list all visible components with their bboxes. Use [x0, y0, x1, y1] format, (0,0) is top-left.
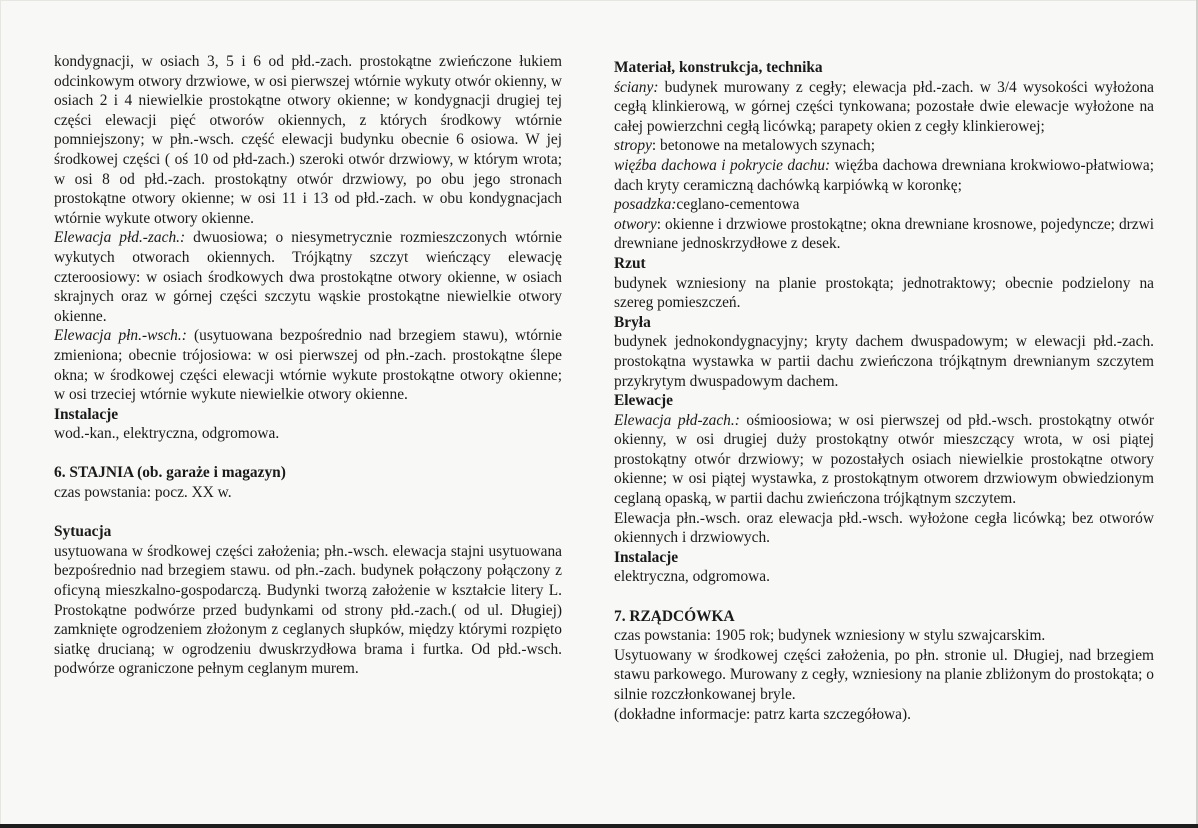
text-instalacje-right: elektryczna, odgromowa.: [614, 568, 770, 586]
paragraph-kondygnacji: kondygnacji, w osiach 3, 5 i 6 od płd.-zach. prostokątne zwieńczone łukiem odcinkowym otwory drzwiowe, w osi pierwszej wtórnie wykuty otwór okienny, w osiach 2 i 4 niewielkie prostokątne otwory okienne; w kondygnacji drugiej tej części elewacji pięć otworów okiennych, z których środkowy wtórnie pomniejszony; w płn.-wsch. część elewacji budynku obecnie 6 osiowa. W jej środkowej części ( oś 10 od płd-zach.) szeroki otwór drzwiowy, w którym wrota; w osi 8 od płd.-zach. prostokątny otwór drzwiowy, po obu jego stronach prostokątne otwory okienne; w osi 11 i 13 od płd.-zach. w obu kondygnacjach wtórnie wykute otwory okienne.: [54, 53, 562, 227]
text-elewacja-pln-wsch-right: Elewacja płn.-wsch. oraz elewacja płd.-wsch. wyłożone cegła licówką; bez otworów okiennych i drzwiowych.: [614, 509, 1154, 547]
text-sytuacja: usytuowana w środkowej części założenia; płn.-wsch. elewacja stajni usytuowana bezpośrednio nad brzegiem stawu. od płn.-zach. budynek połączony połączony z oficyną mieszkalno-gospodarczą. Budynki tworzą założenie w kształcie litery L. Prostokątne podwórze przed budynkami od strony płd.-zach.( od ul. Długiej) zamknięte ogrodzeniem złożonym z ceglanych słupków, między którymi rozpięto siatkę drucianą; w ogrodzeniu dwuskrzydłowa brama i furtka. Od płd.-wsch. podwórze ograniczone pełnym ceglanym murem.: [54, 542, 562, 678]
paragraph-elewacja-pld-zach-right: [614, 411, 1154, 509]
text-wiezba: więźba dachowa drewniana krokwiowo-płatwiowa; dach kryty ceramiczną dachówką karpiówką w koronkę;: [614, 156, 1154, 194]
paragraph-otwory: [614, 215, 1154, 254]
label-elewacja-pln-wsch: Elewacja płn.-wsch.:: [54, 327, 187, 345]
text-elewacja-pln-wsch: (usytuowana bezpośrednio nad brzegiem stawu), wtórnie zmieniona; obecnie trójosiowa: w osi pierwszej od płn.-zach. prostokątne ślepe okna; w środkowej części elewacji wtórnie wykute prostokątne otwory okienne; w osi trzeciej wtórnie wykute niewielkie otwory okienne.: [54, 327, 562, 404]
spacer: [54, 444, 562, 464]
label-elewacja-pld-zach-right: Elewacja płd-zach.:: [614, 411, 740, 429]
text-sciany: budynek murowany z cegły; elewacja płd.-zach. w 3/4 wysokości wyłożona cegłą klinkierową, w górnej części tynkowana; pozostałe dwie elewacje wyłożone na całej powierzchni cegłą licówką; parapety okien z cegły klinkierowej;: [614, 78, 1154, 135]
page-edge-bottom: [0, 824, 1198, 828]
text-rzadcowka-czas: czas powstania: 1905 rok; budynek wzniesiony w stylu szwajcarskim.: [614, 627, 1046, 645]
heading-elewacje: Elewacje: [614, 392, 673, 410]
heading-sytuacja: Sytuacja: [54, 523, 112, 541]
left-column: [54, 52, 562, 679]
text-rzadcowka-note: (dokładne informacje: patrz karta szczegółowa).: [614, 705, 911, 723]
paragraph-elewacja-pln-wsch: [54, 326, 562, 404]
label-otwory: otwory: [614, 215, 657, 233]
text-elewacja-pld-zach: dwuosiowa; o niesymetrycznie rozmieszczonych wtórnie wykutych otworach okiennych. Trójkątny szczyt wieńczący elewację czteroosiowy: w osiach środkowych dwa prostokątne otwory okienne, w osiach skrajnych oraz w górnej części szczytu wąskie prostokątne niewielkie otwory okienne.: [54, 229, 562, 325]
paragraph-posadzka: [614, 195, 1154, 215]
spacer: [614, 587, 1154, 607]
heading-instalacje: Instalacje: [54, 405, 119, 423]
text-stropy: : betonowe na metalowych szynach;: [651, 137, 875, 155]
label-posadzka: posadzka:: [614, 196, 677, 214]
text-otwory: : okienne i drzwiowe prostokątne; okna drewniane krosnowe, pojedyncze; drzwi drewniane jednoskrzydłowe z desek.: [614, 215, 1154, 253]
label-sciany: ściany:: [614, 78, 659, 96]
text-elewacja-pld-zach-right: ośmioosiowa; w osi pierwszej od płd.-wsch. prostokątny otwór okienny, w osi drugiej duży prostokątny otwór mieszczący wrota, w osi piątej prostokątny otwór drzwiowy; w pozostałych osiach niewielkie prostokątne otwory okienne; w osi piątej wystawka, z prostokątnym otworem drzwiowym obwiedzionym ceglaną opaską, w partii dachu zwieńczona trójkątnym szczytem.: [614, 411, 1154, 508]
right-column: [614, 58, 1154, 724]
paragraph-elewacja-pld-zach: [54, 228, 562, 326]
heading-rzut: Rzut: [614, 254, 646, 272]
text-posadzka: ceglano-cementowa: [676, 196, 800, 214]
heading-material: Materiał, konstrukcja, technika: [614, 59, 823, 76]
paragraph-wiezba: [614, 156, 1154, 195]
text-rzut: budynek wzniesiony na planie prostokąta; jednotraktowy; obecnie podzielony na szereg pomieszczeń.: [614, 274, 1154, 312]
heading-bryla: Bryła: [614, 313, 651, 331]
text-stajnia-czas: czas powstania: pocz. XX w.: [54, 484, 232, 502]
label-wiezba: więźba dachowa i pokrycie dachu:: [614, 156, 831, 174]
paragraph-sciany: [614, 78, 1154, 137]
paragraph-stropy: [614, 136, 1154, 156]
heading-rzadcowka: 7. RZĄDCÓWKA: [614, 607, 735, 625]
text-bryla: budynek jednokondygnacyjny; kryty dachem dwuspadowym; w elewacji płd.-zach. prostokątna wystawka w partii dachu zwieńczona trójkątnym drewnianym szczytem przykrytym dwuspadowym dachem.: [614, 333, 1154, 390]
heading-instalacje-right: Instalacje: [614, 548, 679, 566]
heading-stajnia: 6. STAJNIA (ob. garaże i magazyn): [54, 464, 286, 482]
spacer: [54, 503, 562, 523]
label-elewacja-pld-zach: Elewacja płd.-zach.:: [54, 229, 186, 247]
text-rzadcowka: Usytuowany w środkowej części założenia, po płn. stronie ul. Długiej, nad brzegiem stawu parkowego. Murowany z cegły, wzniesiony na planie zbliżonym do prostokąta; o silnie rozczłonkowanej bryle.: [614, 646, 1154, 703]
text-instalacje: wod.-kan., elektryczna, odgromowa.: [54, 425, 280, 443]
label-stropy: stropy: [614, 137, 652, 155]
